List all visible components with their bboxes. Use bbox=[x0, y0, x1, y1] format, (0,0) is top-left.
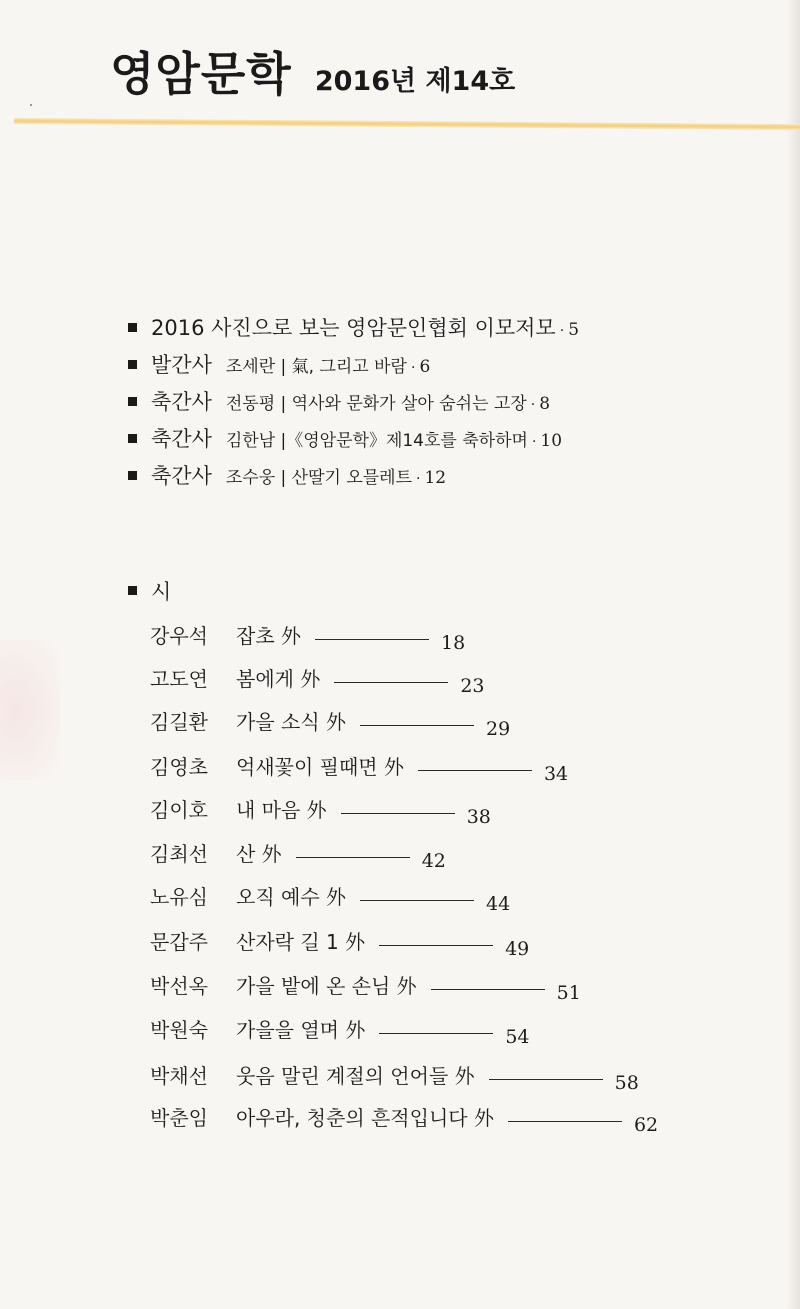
poem-entry[interactable] bbox=[150, 663, 485, 697]
poetry-section bbox=[128, 576, 659, 1136]
page-number: 18 bbox=[441, 632, 466, 654]
front-matter-text: 김한남 |《영암문학》제14호를 축하하며 bbox=[225, 431, 528, 451]
page-number: 49 bbox=[505, 938, 530, 960]
separator-dot: · bbox=[410, 360, 416, 376]
leader-line bbox=[379, 1033, 493, 1034]
page-number: 62 bbox=[633, 1114, 659, 1136]
poet-name: 김영초 bbox=[150, 755, 208, 779]
front-matter-lead: 발간사 bbox=[151, 353, 212, 377]
square-bullet-icon bbox=[128, 586, 137, 595]
poem-title: 오직 예수 外 bbox=[236, 885, 346, 909]
poem-title: 내 마음 外 bbox=[236, 798, 327, 822]
poet-name: 강우석 bbox=[150, 624, 208, 648]
leader-line bbox=[334, 682, 448, 683]
front-matter-lead: 축간사 bbox=[151, 464, 212, 488]
page-edge-shadow bbox=[786, 0, 800, 1309]
leader-line bbox=[341, 813, 455, 814]
page-number: 34 bbox=[543, 763, 569, 785]
separator-dot: · bbox=[559, 323, 565, 339]
front-matter-lead: 축간사 bbox=[151, 390, 212, 414]
poem-entry[interactable] bbox=[150, 1014, 530, 1048]
front-matter-item[interactable] bbox=[128, 349, 579, 386]
poem-entry[interactable] bbox=[150, 706, 511, 740]
header-rule bbox=[14, 118, 800, 130]
separator-dot: · bbox=[531, 434, 537, 450]
section-heading bbox=[128, 576, 171, 606]
poet-name: 김최선 bbox=[150, 842, 208, 866]
poem-title: 가을 소식 外 bbox=[236, 710, 346, 734]
front-matter-text: 조세란 | 氣, 그리고 바람 bbox=[225, 357, 407, 377]
paper-stain bbox=[0, 640, 60, 780]
poem-title: 아우라, 청춘의 흔적입니다 外 bbox=[236, 1106, 494, 1130]
leader-line bbox=[360, 725, 474, 726]
poem-title: 잡초 外 bbox=[236, 624, 301, 648]
poem-title: 가을 밭에 온 손님 外 bbox=[236, 974, 417, 998]
page-number: 44 bbox=[486, 893, 511, 915]
front-matter-lead: 2016 사진으로 보는 영암문인협회 이모저모 bbox=[151, 316, 556, 340]
page-number: 6 bbox=[419, 357, 431, 377]
poet-name: 박춘임 bbox=[150, 1106, 208, 1130]
poem-entry[interactable] bbox=[150, 970, 581, 1004]
poem-title: 가을을 열며 外 bbox=[236, 1018, 366, 1042]
leader-line bbox=[296, 857, 410, 858]
poem-entry[interactable] bbox=[150, 881, 511, 915]
separator-dot: · bbox=[530, 397, 536, 413]
front-matter-text: 조수웅 | 산딸기 오믈레트 bbox=[225, 468, 413, 488]
poem-entry[interactable] bbox=[150, 926, 530, 960]
poem-entry[interactable] bbox=[150, 1102, 659, 1136]
page-number: 38 bbox=[466, 806, 491, 828]
poet-name: 김길환 bbox=[150, 710, 208, 734]
poet-name: 박원숙 bbox=[150, 1018, 208, 1042]
section-title: 시 bbox=[151, 580, 172, 604]
leader-line bbox=[315, 639, 429, 640]
square-bullet-icon bbox=[128, 471, 137, 480]
square-bullet-icon bbox=[128, 434, 137, 443]
leader-line bbox=[489, 1079, 603, 1080]
front-matter-item[interactable] bbox=[128, 460, 579, 497]
page-number: 10 bbox=[540, 431, 563, 451]
poet-name: 박선옥 bbox=[150, 974, 208, 998]
poem-title: 억새꽃이 필때면 外 bbox=[236, 755, 404, 779]
poem-entry[interactable] bbox=[150, 838, 446, 872]
journal-title: 영암문학 bbox=[110, 47, 292, 101]
poet-name: 김이호 bbox=[150, 798, 208, 822]
page-number: 29 bbox=[486, 718, 511, 740]
leader-line bbox=[431, 989, 545, 990]
square-bullet-icon bbox=[128, 360, 137, 369]
square-bullet-icon bbox=[128, 323, 137, 332]
page-header bbox=[110, 38, 515, 104]
poem-title: 산자락 길 1 外 bbox=[236, 930, 366, 954]
poet-name: 노유심 bbox=[150, 885, 208, 909]
poem-title: 봄에게 外 bbox=[236, 667, 321, 691]
poem-entry[interactable] bbox=[150, 620, 466, 654]
front-matter-item[interactable] bbox=[128, 312, 579, 349]
poem-entry[interactable] bbox=[150, 751, 569, 785]
page-number: 54 bbox=[505, 1026, 530, 1048]
page-number: 58 bbox=[614, 1072, 639, 1094]
issue-number: 2016년 제14호 bbox=[314, 66, 516, 97]
page-number: 5 bbox=[568, 320, 580, 340]
poem-entry[interactable] bbox=[150, 1060, 639, 1094]
poet-name: 고도연 bbox=[150, 667, 208, 691]
poem-title: 웃음 말린 계절의 언어들 外 bbox=[236, 1064, 475, 1088]
front-matter-item[interactable] bbox=[128, 386, 579, 423]
poem-entry[interactable] bbox=[150, 794, 491, 828]
leader-line bbox=[508, 1121, 622, 1122]
square-bullet-icon bbox=[128, 397, 137, 406]
front-matter-item[interactable] bbox=[128, 423, 579, 460]
page-number: 8 bbox=[539, 394, 551, 414]
page-number: 42 bbox=[421, 850, 446, 872]
poet-name: 문갑주 bbox=[150, 930, 208, 954]
separator-dot: · bbox=[416, 471, 421, 487]
leader-line bbox=[418, 770, 532, 771]
leader-line bbox=[379, 945, 493, 946]
paper-speck bbox=[30, 104, 32, 106]
poet-name: 박채선 bbox=[150, 1064, 208, 1088]
page-number: 51 bbox=[556, 982, 581, 1004]
page-number: 12 bbox=[424, 468, 447, 488]
front-matter-text: 전동평 | 역사와 문화가 살아 숨쉬는 고장 bbox=[225, 394, 527, 414]
front-matter-lead: 축간사 bbox=[151, 427, 212, 451]
poem-title: 산 外 bbox=[236, 842, 282, 866]
front-matter-list bbox=[128, 312, 579, 497]
leader-line bbox=[360, 900, 474, 901]
page-number: 23 bbox=[460, 675, 485, 697]
